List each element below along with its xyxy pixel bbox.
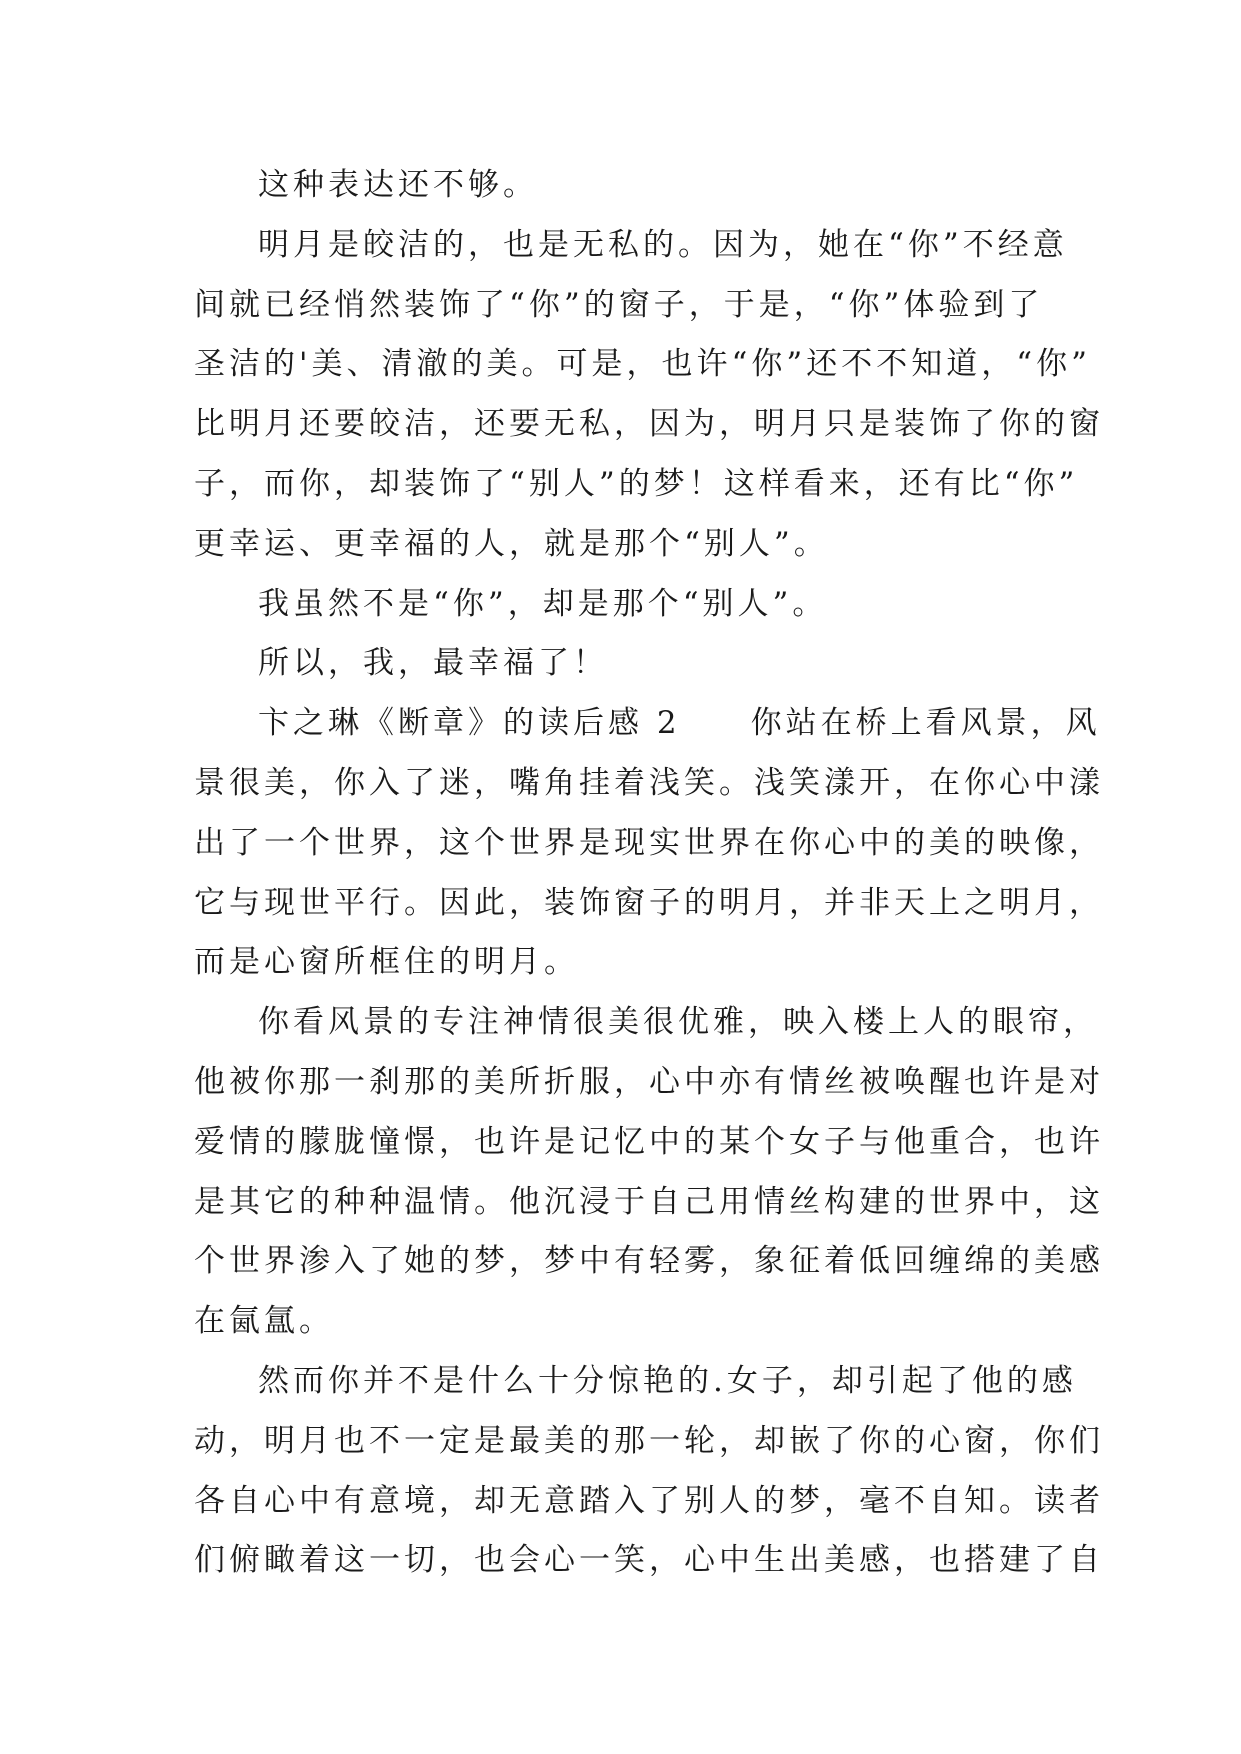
text-line: 们俯瞰着这一切，也会心一笑，心中生出美感，也搭建了自 (194, 1542, 1104, 1579)
text-line: 你看风景的专注神情很美很优雅，映入楼上人的眼帘， (258, 1004, 1098, 1041)
text-line: 圣洁的'美、清澈的美。可是，也许“你”还不不知道，“你” (194, 346, 1091, 383)
text-line: 动，明月也不一定是最美的那一轮，却嵌了你的心窗，你们 (194, 1422, 1104, 1459)
text-line: 然而你并不是什么十分惊艳的.女子，却引起了他的感 (258, 1362, 1077, 1399)
text-line: 出了一个世界，这个世界是现实世界在你心中的美的映像， (194, 824, 1104, 861)
text-line: 明月是皎洁的，也是无私的。因为，她在“你”不经意 (258, 226, 1068, 263)
text-line: 我虽然不是“你”，却是那个“别人”。 (258, 585, 828, 622)
text-line: 是其它的种种温情。他沉浸于自己用情丝构建的世界中，这 (194, 1183, 1104, 1220)
text-line: 它与现世平行。因此，装饰窗子的明月，并非天上之明月， (194, 884, 1104, 921)
text-line: 他被你那一刹那的美所折服，心中亦有情丝被唤醒也许是对 (194, 1063, 1104, 1100)
text-line: 卞之琳《断章》的读后感 2 你站在桥上看风景，风 (258, 705, 1101, 742)
text-line: 所以，我，最幸福了！ (258, 645, 608, 682)
text-line: 个世界渗入了她的梦，梦中有轻雾，象征着低回缠绵的美感 (194, 1243, 1104, 1280)
text-line: 这种表达还不够。 (258, 167, 538, 203)
text-line: 景很美，你入了迷，嘴角挂着浅笑。浅笑漾开，在你心中漾 (194, 764, 1104, 801)
body-text (194, 156, 1104, 1591)
text-line: 各自心中有意境，却无意踏入了别人的梦，毫不自知。读者 (194, 1482, 1104, 1519)
text-line: 比明月还要皎洁，还要无私，因为，明月只是装饰了你的窗 (194, 406, 1104, 443)
text-line: 爱情的朦胧憧憬，也许是记忆中的某个女子与他重合，也许 (194, 1123, 1104, 1160)
text-line: 在氤氲。 (194, 1303, 334, 1340)
text-line: 间就已经悄然装饰了“你”的窗子，于是，“你”体验到了 (194, 286, 1044, 323)
text-line: 更幸运、更幸福的人，就是那个“别人”。 (194, 525, 829, 562)
text-line: 而是心窗所框住的明月。 (194, 944, 579, 981)
text-line: 子，而你，却装饰了“别人”的梦！这样看来，还有比“你” (194, 465, 1079, 502)
